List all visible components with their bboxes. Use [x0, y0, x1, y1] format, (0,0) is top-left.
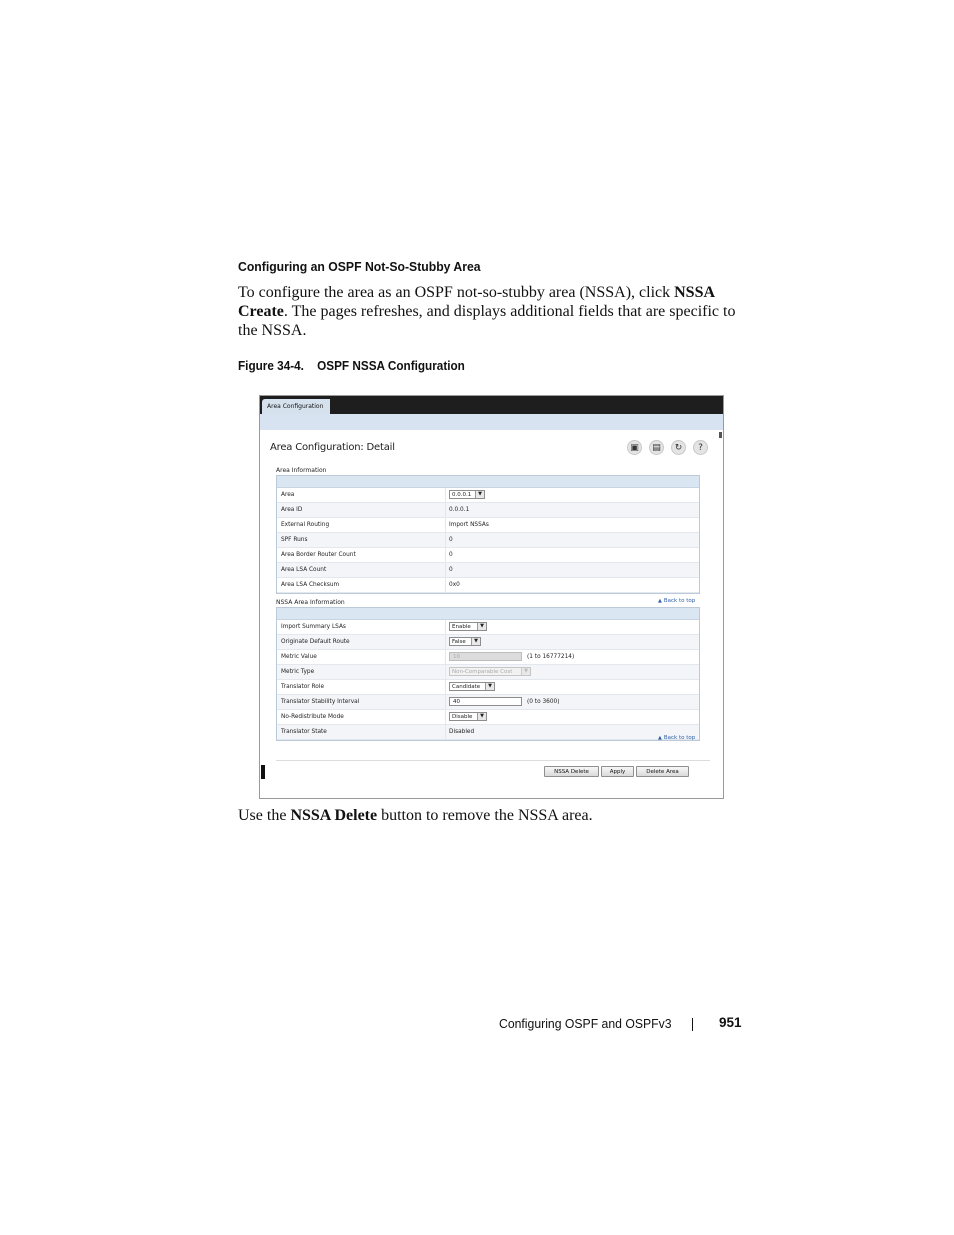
- intro-text-2: . The pages refreshes, and displays additional fields that are specific to the NSSA.: [238, 303, 736, 339]
- intro-text-1: To configure the area as an OSPF not-so-stubby area (NSSA), click: [238, 284, 675, 301]
- row-value-external-routing: Import NSSAs: [449, 522, 489, 528]
- table-row: [277, 635, 699, 650]
- row-label-area-id: Area ID: [281, 507, 303, 513]
- back-to-top-text: Back to top: [663, 598, 696, 604]
- row-label-abr-count: Area Border Router Count: [281, 552, 356, 558]
- print-icon[interactable]: ▤: [649, 440, 664, 455]
- metric-value-text: 10: [453, 654, 460, 660]
- metric-type-value: Non-Comparable Cost: [452, 669, 513, 675]
- table-row: [277, 650, 699, 665]
- table-body: [277, 620, 699, 740]
- table-header: [277, 608, 699, 620]
- translator-role-value: Candidate: [452, 684, 481, 690]
- help-icon[interactable]: ?: [693, 440, 708, 455]
- chevron-down-icon: ▼: [477, 623, 486, 630]
- nssa-delete-button[interactable]: NSSA Delete: [544, 766, 599, 777]
- area-information-label: Area Information: [276, 467, 327, 474]
- row-label-metric-type: Metric Type: [281, 669, 315, 675]
- table-body: [277, 488, 699, 593]
- back-to-top-link-bottom[interactable]: [658, 735, 695, 741]
- chevron-down-icon: ▼: [475, 491, 484, 498]
- nssa-information-label: NSSA Area Information: [276, 599, 345, 606]
- triangle-up-icon: ▲: [658, 598, 662, 604]
- row-label-translator-role: Translator Role: [281, 684, 325, 690]
- back-to-top-text: Back to top: [663, 735, 696, 741]
- frame-resize-handle[interactable]: [261, 765, 265, 779]
- back-to-top-link[interactable]: [658, 598, 695, 604]
- row-value-translator-state: Disabled: [449, 729, 475, 735]
- table-row: [277, 533, 699, 548]
- import-summary-select[interactable]: [449, 622, 487, 631]
- save-icon[interactable]: ▣: [627, 440, 642, 455]
- row-label-lsa-checksum: Area LSA Checksum: [281, 582, 340, 588]
- stability-interval-input[interactable]: [449, 697, 522, 706]
- originate-default-select[interactable]: [449, 637, 481, 646]
- footer-chapter: Configuring OSPF and OSPFv3: [499, 1016, 672, 1031]
- outro-paragraph: [238, 807, 593, 825]
- page-number: 951: [719, 1015, 742, 1030]
- refresh-icon[interactable]: ↻: [671, 440, 686, 455]
- table-row: [277, 578, 699, 593]
- triangle-up-icon: ▲: [658, 735, 662, 741]
- table-row: [277, 503, 699, 518]
- page-title: Area Configuration: Detail: [270, 442, 395, 453]
- table-row: [277, 725, 699, 740]
- outro-bold-nssa-delete: NSSA Delete: [290, 807, 378, 824]
- footer-separator: [692, 1018, 693, 1031]
- table-row: [277, 620, 699, 635]
- area-select-value: 0.0.0.1: [452, 492, 472, 498]
- area-select[interactable]: [449, 490, 485, 499]
- row-label-area: Area: [281, 492, 295, 498]
- metric-type-select: [449, 667, 531, 676]
- row-label-external-routing: External Routing: [281, 522, 330, 528]
- stability-interval-range: (0 to 3600): [527, 699, 560, 705]
- row-label-translator-state: Translator State: [281, 729, 327, 735]
- table-row: [277, 665, 699, 680]
- apply-button[interactable]: Apply: [601, 766, 634, 777]
- row-value-lsa-count: 0: [449, 567, 453, 573]
- chevron-down-icon: ▼: [471, 638, 480, 645]
- stability-interval-text: 40: [453, 699, 460, 705]
- metric-value-input: [449, 652, 522, 661]
- section-heading: Configuring an OSPF Not-So-Stubby Area: [238, 259, 481, 274]
- row-label-metric-value: Metric Value: [281, 654, 317, 660]
- table-row: [277, 680, 699, 695]
- chevron-down-icon: ▼: [477, 713, 486, 720]
- metric-value-range: (1 to 16777214): [527, 654, 575, 660]
- row-label-lsa-count: Area LSA Count: [281, 567, 327, 573]
- row-label-stability-interval: Translator Stability Interval: [281, 699, 360, 705]
- row-value-area-id: 0.0.0.1: [449, 507, 470, 513]
- originate-default-value: False: [452, 639, 466, 645]
- header-band: [260, 414, 723, 430]
- nssa-information-table: [276, 607, 700, 741]
- import-summary-value: Enable: [452, 624, 471, 630]
- chevron-down-icon: ▼: [485, 683, 494, 690]
- intro-bold-nssa-create: NSSA Create: [238, 284, 715, 320]
- translator-role-select[interactable]: [449, 682, 495, 691]
- row-value-spf-runs: 0: [449, 537, 453, 543]
- no-redistribute-select[interactable]: [449, 712, 487, 721]
- table-header: [277, 476, 699, 488]
- row-value-abr-count: 0: [449, 552, 453, 558]
- table-row: [277, 695, 699, 710]
- table-row: [277, 488, 699, 503]
- row-label-no-redistribute: No-Redistribute Mode: [281, 714, 344, 720]
- table-row: [277, 548, 699, 563]
- figure-title: OSPF NSSA Configuration: [317, 359, 465, 373]
- ui-screenshot: [259, 395, 724, 799]
- figure-number: Figure 34-4.: [238, 359, 304, 373]
- no-redistribute-value: Disable: [452, 714, 473, 720]
- tab-area-configuration[interactable]: Area Configuration: [262, 399, 330, 414]
- table-row: [277, 710, 699, 725]
- intro-paragraph: [238, 283, 738, 340]
- outro-text-2: button to remove the NSSA area.: [377, 807, 593, 824]
- table-row: [277, 518, 699, 533]
- button-divider: [276, 760, 710, 761]
- row-label-import-summary: Import Summary LSAs: [281, 624, 346, 630]
- scrollbar-handle[interactable]: [719, 432, 722, 438]
- chevron-down-icon: ▼: [521, 668, 530, 675]
- table-row: [277, 563, 699, 578]
- outro-text-1: Use the: [238, 807, 291, 824]
- area-information-table: [276, 475, 700, 594]
- row-value-lsa-checksum: 0x0: [449, 582, 460, 588]
- row-label-spf-runs: SPF Runs: [281, 537, 308, 543]
- tab-bar: [260, 396, 723, 414]
- row-label-originate-default: Originate Default Route: [281, 639, 350, 645]
- figure-caption: [238, 359, 465, 373]
- delete-area-button[interactable]: Delete Area: [636, 766, 689, 777]
